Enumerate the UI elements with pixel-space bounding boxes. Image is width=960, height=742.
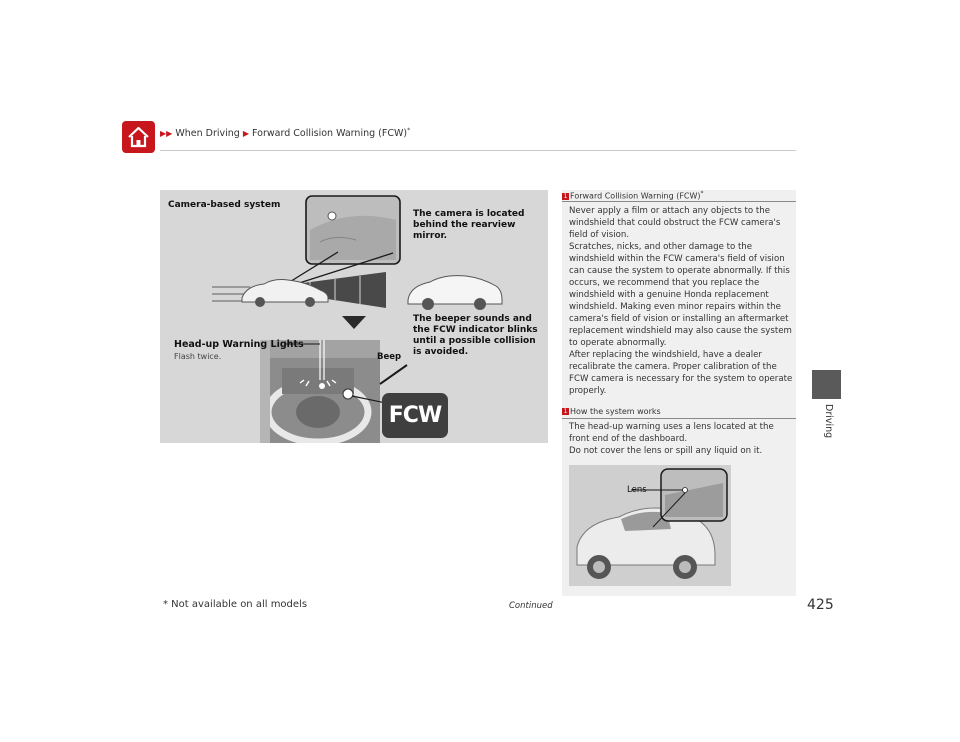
note-heading-how: [562, 407, 661, 416]
lens-diagram: [569, 465, 731, 586]
breadcrumb-section[interactable]: When Driving: [175, 128, 240, 140]
footnote: * Not available on all models: [163, 599, 308, 610]
note-body-how: [569, 421, 793, 457]
beeper-line-4: is avoided.: [413, 347, 469, 357]
note-paragraph: Never apply a film or attach any objects to the windshield that could obstruct the FCW camera's field of vision.: [569, 206, 781, 240]
hud-title: Head-up Warning Lights: [174, 339, 304, 350]
breadcrumb: [160, 127, 410, 139]
note-marker-icon: 1: [563, 192, 568, 200]
lens-illustration: [569, 465, 731, 586]
down-arrow-icon: [342, 316, 366, 329]
note-heading-text: Forward Collision Warning (FCW): [570, 191, 701, 201]
beeper-description: [413, 314, 538, 358]
section-tab-label-wrap: [806, 390, 846, 450]
fcw-inline-label: FCW: [432, 325, 456, 335]
fcw-indicator-badge: FCW: [382, 393, 448, 438]
breadcrumb-arrow-icon: ▶▶: [160, 129, 173, 139]
note-heading-fcw: [562, 190, 704, 201]
note-paragraph: The head-up warning uses a lens located at the front end of the dashboard.: [569, 422, 774, 444]
breadcrumb-arrow-icon: ▶: [242, 129, 250, 139]
note-paragraph: Do not cover the lens or spill any liquid on it.: [569, 446, 763, 456]
availability-mark: *: [407, 127, 411, 134]
fcw-illustration: [160, 190, 548, 443]
lens-icon: [683, 488, 688, 493]
section-tab-label: Driving: [823, 404, 834, 439]
note-paragraph: Scratches, nicks, and other damage to the windshield within the FCW camera's field of vision can cause the system to operate abnormally. If this occurs, we recommend that you replace the windshield with a genuine Honda replacement windshield. Making even minor repairs within the camera's field of vision or installing an aftermarket replacement windshield may also cause the system to operate abnormally.: [569, 242, 792, 348]
header-divider: [160, 150, 796, 151]
page-number: 425: [807, 597, 834, 613]
beeper-line-2-pre: the: [413, 325, 430, 335]
note-marker-icon: 1: [563, 408, 568, 415]
home-button[interactable]: [122, 121, 155, 153]
beeper-line-1: The beeper sounds and: [413, 314, 532, 324]
note-divider: [562, 201, 796, 202]
note-divider: [562, 418, 796, 419]
breadcrumb-topic: Forward Collision Warning (FCW): [252, 128, 408, 140]
camera-icon: [328, 212, 336, 220]
home-icon: [122, 121, 155, 153]
note-body-fcw: [569, 205, 793, 397]
note-paragraph: After replacing the windshield, have a dealer recalibrate the camera. Proper calibration of the FCW camera is necessary for the system to operate properly.: [569, 350, 793, 396]
dashboard-view: [260, 340, 380, 443]
beeper-line-3: until a possible collision: [413, 336, 536, 346]
beep-label: Beep: [377, 352, 402, 362]
note-heading-text: How the system works: [570, 407, 661, 416]
beeper-line-2-post: indicator blinks: [458, 325, 538, 335]
camera-system-label: Camera-based system: [168, 200, 281, 210]
continued-label[interactable]: Continued: [509, 601, 553, 611]
car-ahead: [408, 276, 502, 310]
lens-label: Lens: [627, 485, 647, 495]
beeper-line-2: [413, 325, 538, 336]
camera-location-label: The camera is located behind the rearview mirror.: [413, 209, 525, 241]
hud-subtitle: Flash twice.: [174, 352, 222, 361]
availability-mark: *: [700, 190, 704, 197]
notes-panel: [562, 190, 796, 596]
